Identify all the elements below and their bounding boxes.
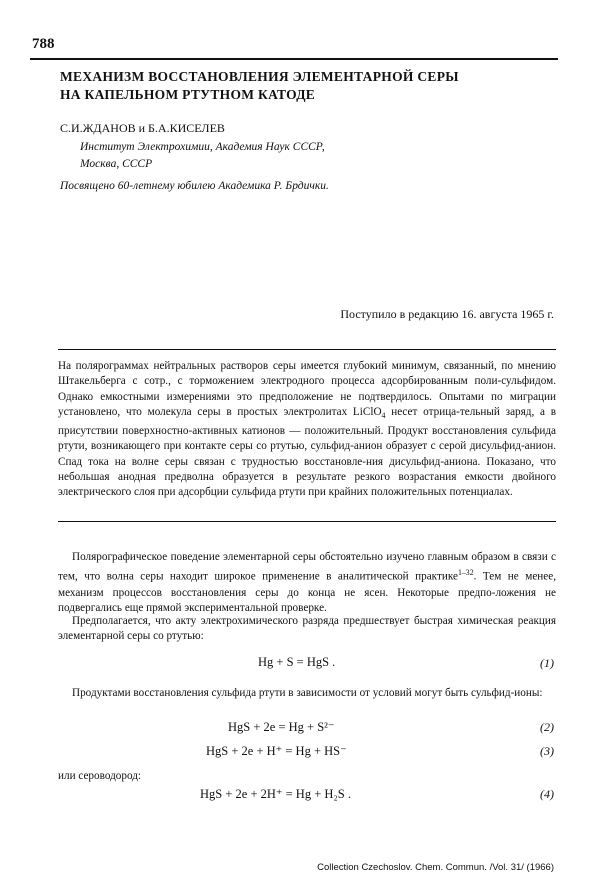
- equation-4: HgS + 2e + 2H⁺ = Hg + H₂S .: [200, 787, 351, 801]
- journal-footer: Collection Czechoslov. Chem. Commun. /Vol. 31/ (1966): [317, 862, 554, 873]
- institution: [80, 139, 325, 173]
- paragraph-1-text-b: . Тем не менее, механизм процессов восстановления серы до конца не ясен. Некоторые предпо-ложения не подвергались еще прямой экспериментальной проверке.: [58, 571, 556, 614]
- reference-marker: 1–32: [457, 568, 474, 578]
- equation-1: Hg + S = HgS .: [258, 655, 336, 669]
- equation-3: HgS + 2e + H⁺ = Hg + HS⁻: [206, 744, 347, 758]
- dedication: Посвящено 60-летнему юбилею Академика Р. Брдички.: [60, 180, 329, 192]
- abstract-rule-bottom: [58, 521, 556, 522]
- equation-2-number: (2): [540, 720, 554, 734]
- abstract-text-1: На полярограммах нейтральных растворов серы имеется глубокий минимум, связанный, по мнению Штакельберга с сотр., с торможением электродного процесса адсорбированным поли-сульфидом. Однако емкостными измерениями это предположение не подтвердилось. Опытами по миграции установлено, что молекула серы в простых электролитах LiClO: [58, 360, 556, 419]
- title-line-2: НА КАПЕЛЬНОМ РТУТНОМ КАТОДЕ: [60, 87, 316, 102]
- page-number: 788: [32, 36, 55, 52]
- header-rule: [30, 58, 558, 60]
- paragraph-1-text-a: Полярографическое поведение элементарной серы обстоятельно изучено главным образом в связи с тем, что волна серы находит широкое применение в аналитической практике: [58, 551, 556, 584]
- paragraph-1: [58, 550, 556, 616]
- paragraph-3: Продуктами восстановления сульфида ртути в зависимости от условий могут быть сульфид-ионы:: [72, 687, 543, 699]
- equation-3-number: (3): [540, 744, 554, 758]
- institution-line-1: Институт Электрохимии, Академия Наук СССР,: [80, 141, 325, 153]
- equation-1-number: (1): [540, 656, 554, 670]
- abstract-rule-top: [58, 349, 556, 350]
- paragraph-2: Предполагается, что акту электрохимического разряда предшествует быстрая химическая реакция элементарной серы со ртутью:: [58, 615, 556, 643]
- paragraph-4: или сероводород:: [58, 770, 142, 782]
- equation-4-number: (4): [540, 787, 554, 801]
- abstract-text-2: несет отрица-тельный заряд, а в присутствии поверхностно-активных катионов — положительный. Продукт восстановления сульфида ртути, возникающего при контакте серы со ртутью, сульфид-анион образует с серой дисульфид-анион. Спад тока на волне серы связан с трудностью восстановле-ния дисульфид-аниона. Показано, что небольшая анодная предволна образуется в результате резкого возрастания емкости двойного электрического слоя при адсорбции сульфида ртути при крайних положительных потенциалах.: [58, 406, 557, 499]
- authors: С.И.ЖДАНОВ и Б.А.КИСЕЛЕВ: [60, 121, 225, 135]
- title-line-1: МЕХАНИЗМ ВОССТАНОВЛЕНИЯ ЭЛЕМЕНТАРНОЙ СЕРЫ: [60, 69, 459, 84]
- article-title: [60, 68, 459, 104]
- equation-2: HgS + 2e = Hg + S²⁻: [228, 720, 335, 734]
- institution-line-2: Москва, СССР: [80, 158, 153, 170]
- abstract-subscript: 4: [381, 411, 386, 421]
- received-date: Поступило в редакцию 16. августа 1965 г.: [340, 307, 554, 321]
- abstract: [58, 359, 556, 501]
